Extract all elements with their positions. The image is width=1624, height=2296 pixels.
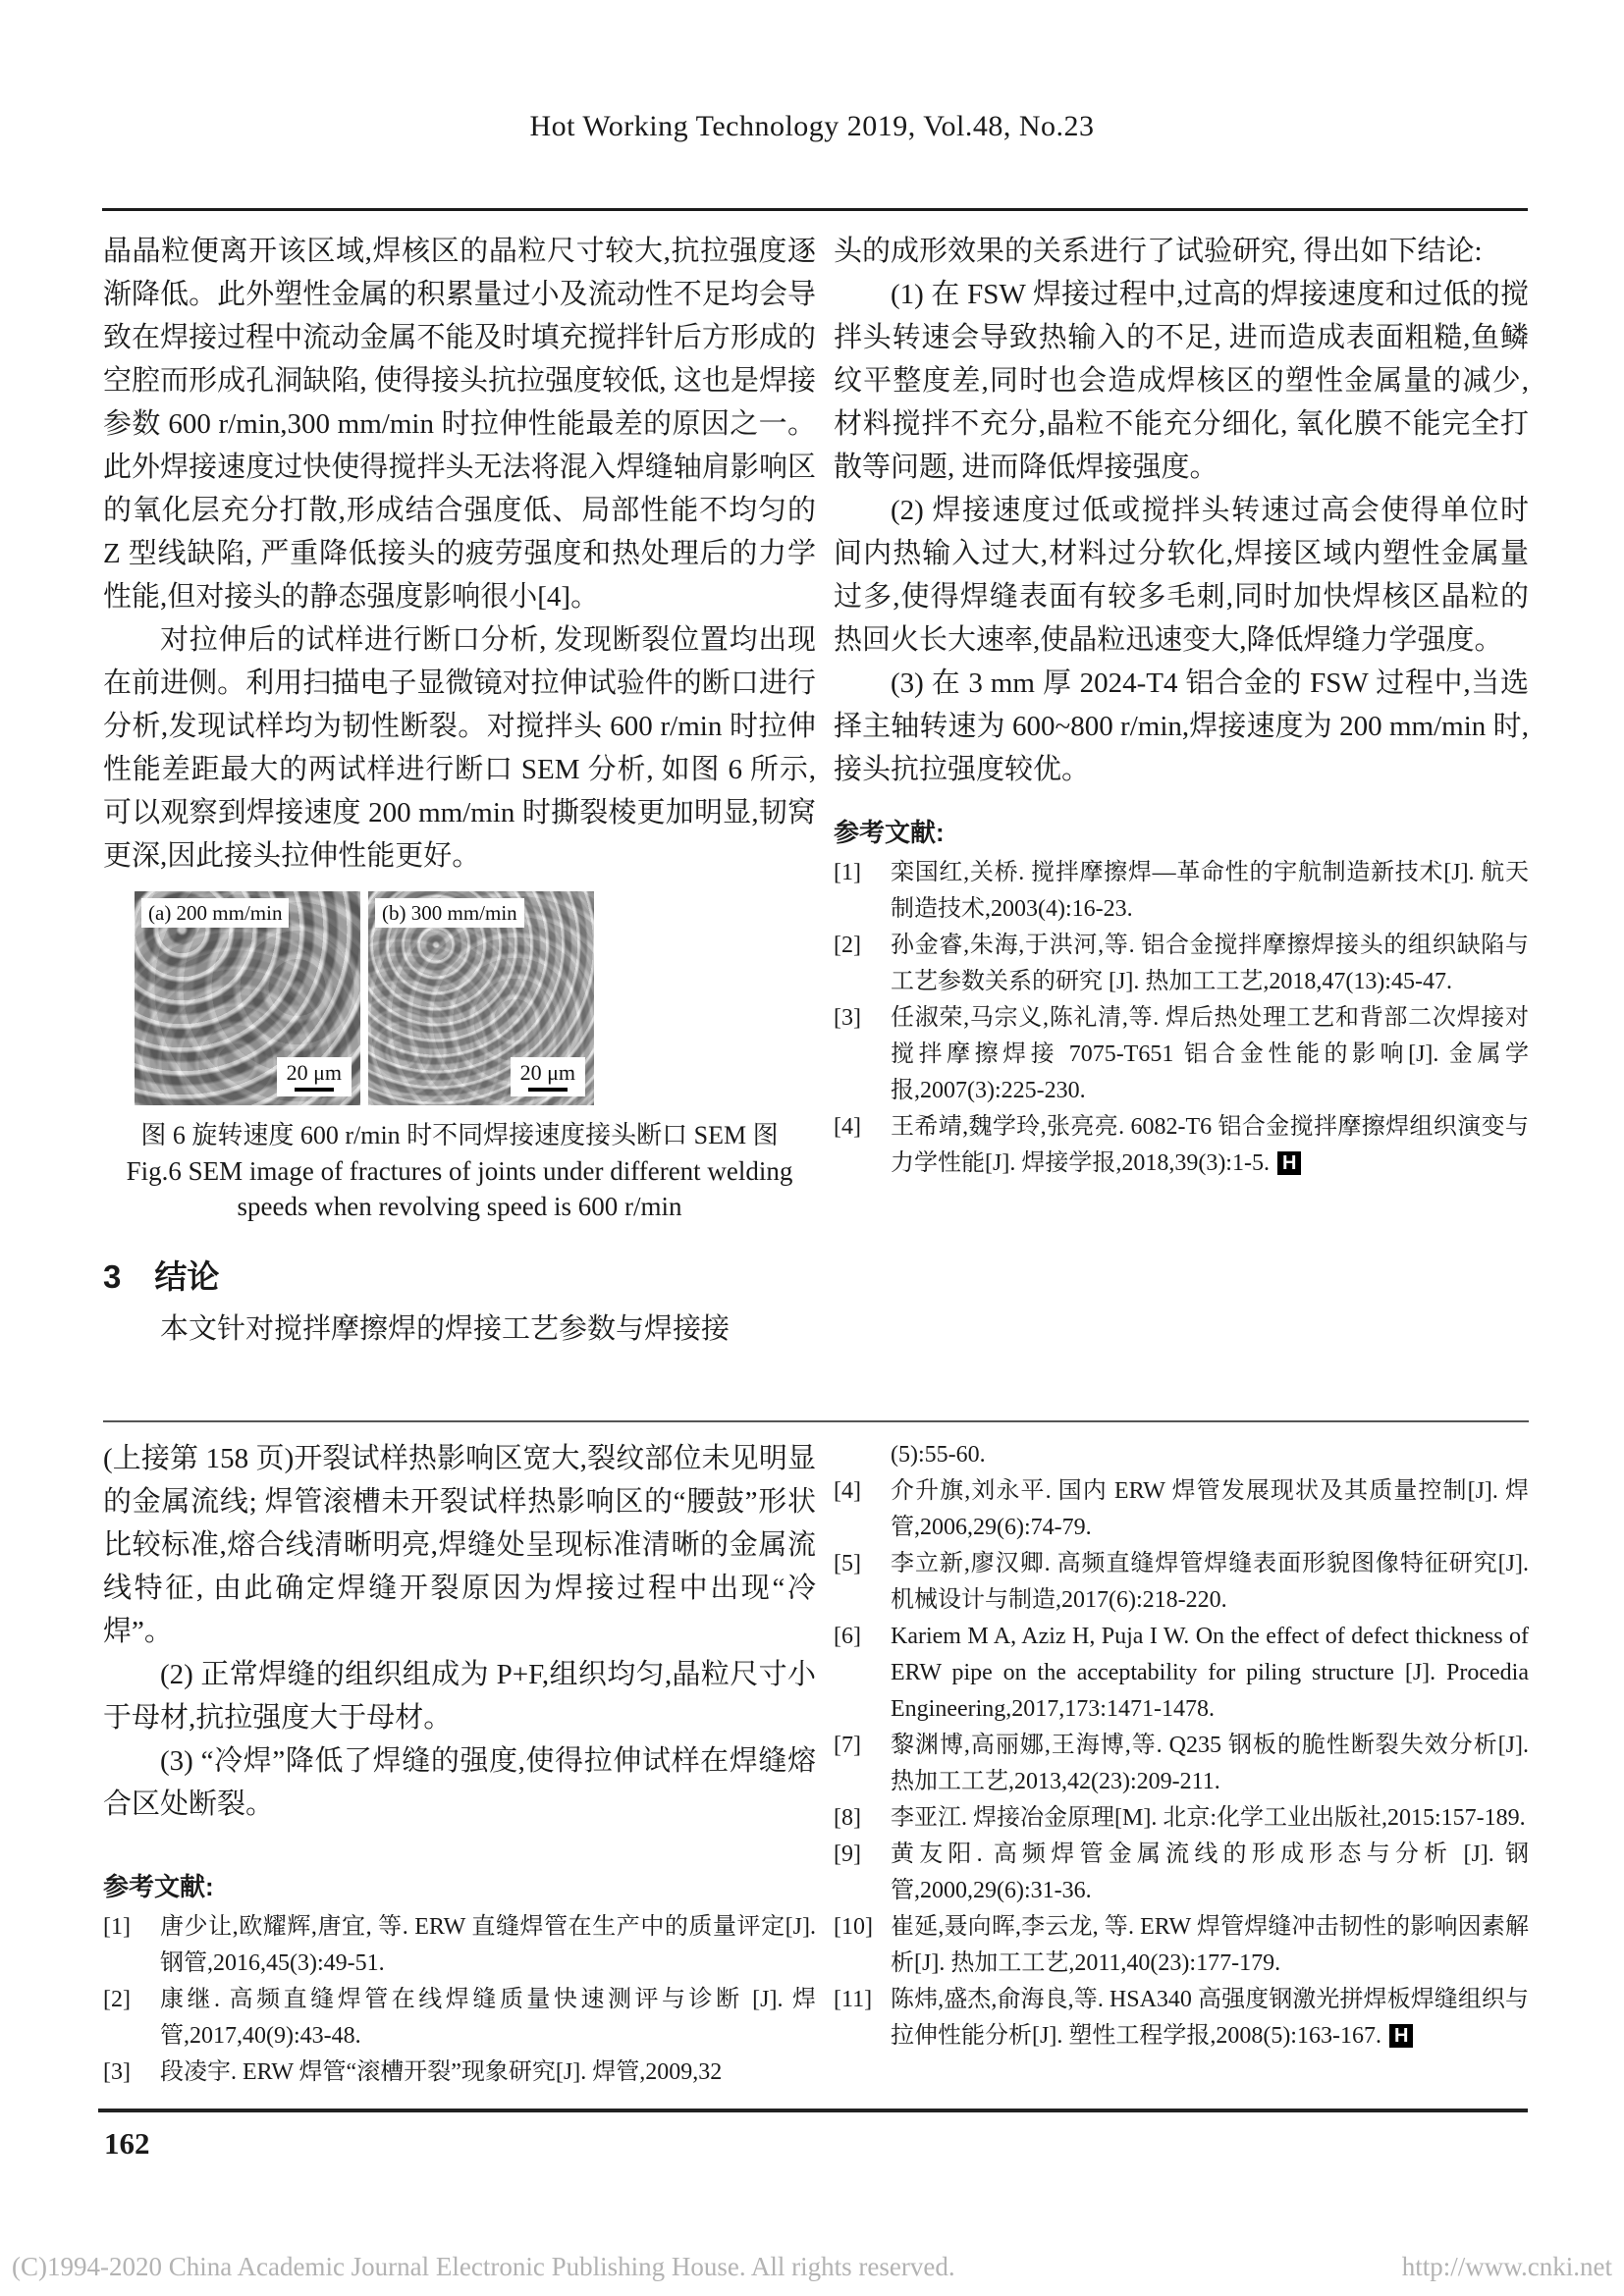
reference-item — [834, 1909, 1529, 1982]
reference-text: 唐少让,欧耀辉,唐宜, 等. ERW 直缝焊管在生产中的质量评定[J]. 钢管,2016,45(3):49-51. — [160, 1914, 816, 1976]
reference-number: [3] — [103, 2059, 131, 2085]
reference-number: [6] — [834, 1624, 861, 1649]
reference-item — [834, 1837, 1529, 1909]
scale-bar-b — [511, 1057, 585, 1096]
reference-number: [1] — [834, 860, 861, 885]
figure-caption-en: Fig.6 SEM image of fractures of joints under different welding — [126, 1156, 793, 1186]
paragraph: (3) “冷焊”降低了焊缝的强度,使得拉伸试样在焊缝熔合区处断裂。 — [103, 1745, 816, 1820]
paragraph: 本文针对搅拌摩擦焊的焊接工艺参数与焊接接 — [160, 1313, 731, 1345]
header-rule — [102, 208, 1528, 211]
reference-number: [4] — [834, 1478, 861, 1504]
reference-item — [103, 1982, 816, 2055]
reference-item — [834, 855, 1529, 928]
article1-right-column — [834, 230, 1529, 1182]
copyright-line — [12, 2252, 1612, 2282]
reference-text — [891, 1982, 1529, 2055]
paragraph: 头的成形效果的关系进行了试验研究, 得出如下结论: — [834, 236, 1483, 267]
footer-rule — [98, 2109, 1528, 2112]
reference-item — [834, 1473, 1529, 1546]
figure-panels — [135, 891, 594, 1105]
reference-number: [9] — [834, 1842, 861, 1867]
paragraph: (上接第 158 页)开裂试样热影响区宽大,裂纹部位未见明显的金属流线; 焊管滚槽未开裂试样热影响区的“腰鼓”形状比较标准,熔合线清晰明亮,焊缝处呈现标准清晰的金属流线特征, 由此确定焊缝开裂原因为焊接过程中出现“冷焊”。 — [103, 1443, 816, 1647]
article2-left-column — [103, 1437, 816, 2091]
page-number: 162 — [104, 2126, 150, 2161]
scale-label: 20 μm — [519, 1060, 575, 1085]
article1-left-column — [103, 230, 816, 1351]
reference-text: 孙金睿,朱海,于洪河,等. 铝合金搅拌摩擦焊接头的组织缺陷与工艺参数关系的研究 [J]. 热加工工艺,2018,47(13):45-47. — [891, 933, 1529, 994]
article-end-mark: H — [1389, 2024, 1413, 2048]
copyright-text: (C)1994-2020 China Academic Journal Electronic Publishing House. All rights reserved. — [12, 2252, 955, 2281]
reference-number: [1] — [103, 1914, 131, 1940]
reference-text: 李立新,廖汉卿. 高频直缝焊管焊缝表面形貌图像特征研究[J]. 机械设计与制造,2017(6):218-220. — [891, 1551, 1529, 1613]
reference-text: Kariem M A, Aziz H, Puja I W. On the effect of defect thickness of ERW pipe on the acceptability for piling structure [J]. Procedia Engineering,2017,173:1471-1478. — [891, 1624, 1529, 1722]
figure-caption-en: speeds when revolving speed is 600 r/min — [237, 1192, 682, 1221]
references-heading: 参考文献: — [103, 1872, 214, 1901]
reference-continuation: (5):55-60. — [891, 1442, 986, 1468]
paragraph: (1) 在 FSW 焊接过程中,过高的焊接速度和过低的搅拌头转速会导致热输入的不足, 进而造成表面粗糙,鱼鳞纹平整度差,同时也会造成焊核区的塑性金属量的减少,材料搅拌不充分,晶粒不能充分细化, 氧化膜不能完全打散等问题, 进而降低焊接强度。 — [834, 279, 1529, 483]
figure-caption — [103, 1117, 816, 1224]
scale-bar-line — [528, 1088, 568, 1092]
reference-item — [834, 1619, 1529, 1728]
reference-text: 李亚江. 焊接冶金原理[M]. 北京:化学工业出版社,2015:157-189. — [891, 1805, 1526, 1831]
reference-number: [2] — [103, 1987, 131, 2012]
reference-text: 黄友阳. 高频焊管金属流线的形成形态与分析 [J]. 钢管,2000,29(6):31-36. — [891, 1842, 1529, 1903]
figure-6 — [103, 891, 816, 1224]
reference-text: 黎渊博,高丽娜,王海博,等. Q235 钢板的脆性断裂失效分析[J]. 热加工工艺,2013,42(23):209-211. — [891, 1733, 1529, 1794]
section-number: 3 — [103, 1258, 122, 1295]
reference-item — [834, 928, 1529, 1000]
reference-number: [7] — [834, 1733, 861, 1758]
panel-a-label: (a) 200 mm/min — [141, 898, 289, 928]
reference-text-content: 陈炜,盛杰,俞海良,等. HSA340 高强度钢激光拼焊板焊缝组织与拉伸性能分析[J]. 塑性工程学报,2008(5):163-167. — [891, 1987, 1529, 2049]
reference-text: 康继. 高频直缝焊管在线焊缝质量快速测评与诊断 [J]. 焊管,2017,40(9):43-48. — [160, 1987, 816, 2049]
reference-item — [834, 1728, 1529, 1800]
reference-item — [103, 1909, 816, 1982]
reference-item — [834, 1800, 1529, 1837]
paragraph: (2) 正常焊缝的组织组成为 P+F,组织均匀,晶粒尺寸小于母材,抗拉强度大于母材。 — [103, 1659, 816, 1734]
cnki-url: http://www.cnki.net — [1401, 2252, 1612, 2281]
article2-right-column — [834, 1437, 1529, 2055]
reference-item — [834, 1546, 1529, 1619]
references-heading: 参考文献: — [834, 818, 945, 847]
reference-number: [11] — [834, 1987, 873, 2012]
panel-b-label: (b) 300 mm/min — [375, 898, 524, 928]
paragraph: (2) 焊接速度过低或搅拌头转速过高会使得单位时间内热输入过大,材料过分软化,焊接区域内塑性金属量过多,使得焊缝表面有较多毛刺,同时加快焊核区晶粒的热回火长大速率,使晶粒迅速变大,降低焊缝力学强度。 — [834, 495, 1529, 656]
reference-item — [834, 1109, 1529, 1182]
reference-text: 段凌宇. ERW 焊管“滚槽开裂”现象研究[J]. 焊管,2009,32 — [160, 2059, 723, 2085]
reference-number: [4] — [834, 1114, 861, 1140]
section-title: 结论 — [154, 1258, 220, 1295]
scale-bar-a — [277, 1057, 352, 1096]
reference-item — [834, 1982, 1529, 2055]
reference-text: 任淑荣,马宗义,陈礼清,等. 焊后热处理工艺和背部二次焊接对搅拌摩擦焊接 7075-T651 铝合金性能的影响[J]. 金属学报,2007(3):225-230. — [891, 1005, 1529, 1103]
reference-number: [10] — [834, 1914, 873, 1940]
sem-image-200mm-min — [135, 891, 360, 1105]
reference-text: 栾国红,关桥. 搅拌摩擦焊—革命性的宇航制造新技术[J]. 航天制造技术,2003(4):16-23. — [891, 860, 1529, 922]
paragraph: (3) 在 3 mm 厚 2024-T4 铝合金的 FSW 过程中,当选择主轴转速为 600~800 r/min,焊接速度为 200 mm/min 时,接头抗拉强度较优。 — [834, 667, 1529, 785]
figure-caption-zh: 图 6 旋转速度 600 r/min 时不同焊接速度接头断口 SEM 图 — [140, 1121, 779, 1149]
article-end-mark: H — [1277, 1151, 1301, 1175]
reference-text-content: 王希靖,魏学玲,张亮亮. 6082-T6 铝合金搅拌摩擦焊组织演变与力学性能[J]. 焊接学报,2018,39(3):1-5. — [891, 1114, 1529, 1176]
reference-number: [8] — [834, 1805, 861, 1831]
reference-text — [891, 1109, 1529, 1182]
article-separator-rule — [103, 1420, 1529, 1422]
reference-number: [5] — [834, 1551, 861, 1576]
reference-item — [103, 2055, 816, 2091]
reference-text: 介升旗,刘永平. 国内 ERW 焊管发展现状及其质量控制[J]. 焊管,2006,29(6):74-79. — [891, 1478, 1529, 1540]
section-heading-conclusion — [103, 1252, 816, 1298]
reference-number: [3] — [834, 1005, 861, 1031]
journal-header: Hot Working Technology 2019, Vol.48, No.23 — [529, 110, 1095, 142]
reference-item — [834, 1000, 1529, 1109]
scale-label: 20 μm — [286, 1060, 342, 1085]
reference-text: 崔延,聂向晖,李云龙, 等. ERW 焊管焊缝冲击韧性的影响因素解析[J]. 热加工工艺,2011,40(23):177-179. — [891, 1914, 1529, 1976]
paragraph: 对拉伸后的试样进行断口分析, 发现断裂位置均出现在前进侧。利用扫描电子显微镜对拉伸试验件的断口进行分析,发现试样均为韧性断裂。对搅拌头 600 r/min 时拉伸性能差距最大的两试样进行断口 SEM 分析, 如图 6 所示, 可以观察到焊接速度 200 mm/min 时撕裂棱更加明显,韧窝更深,因此接头拉伸性能更好。 — [103, 624, 816, 872]
sem-image-300mm-min — [368, 891, 594, 1105]
scale-bar-line — [295, 1088, 334, 1092]
reference-number: [2] — [834, 933, 861, 958]
paragraph: 晶晶粒便离开该区域,焊核区的晶粒尺寸较大,抗拉强度逐渐降低。此外塑性金属的积累量过小及流动性不足均会导致在焊接过程中流动金属不能及时填充搅拌针后方形成的空腔而形成孔洞缺陷, 使得接头抗拉强度较低, 这也是焊接参数 600 r/min,300 mm/min 时拉伸性能最差的原因之一。此外焊接速度过快使得搅拌头无法将混入焊缝轴肩影响区的氧化层充分打散,形成结合强度低、局部性能不均匀的 Z 型线缺陷, 严重降低接头的疲劳强度和热处理后的力学性能,但对接头的静态强度影响很小[4]。 — [103, 236, 816, 613]
